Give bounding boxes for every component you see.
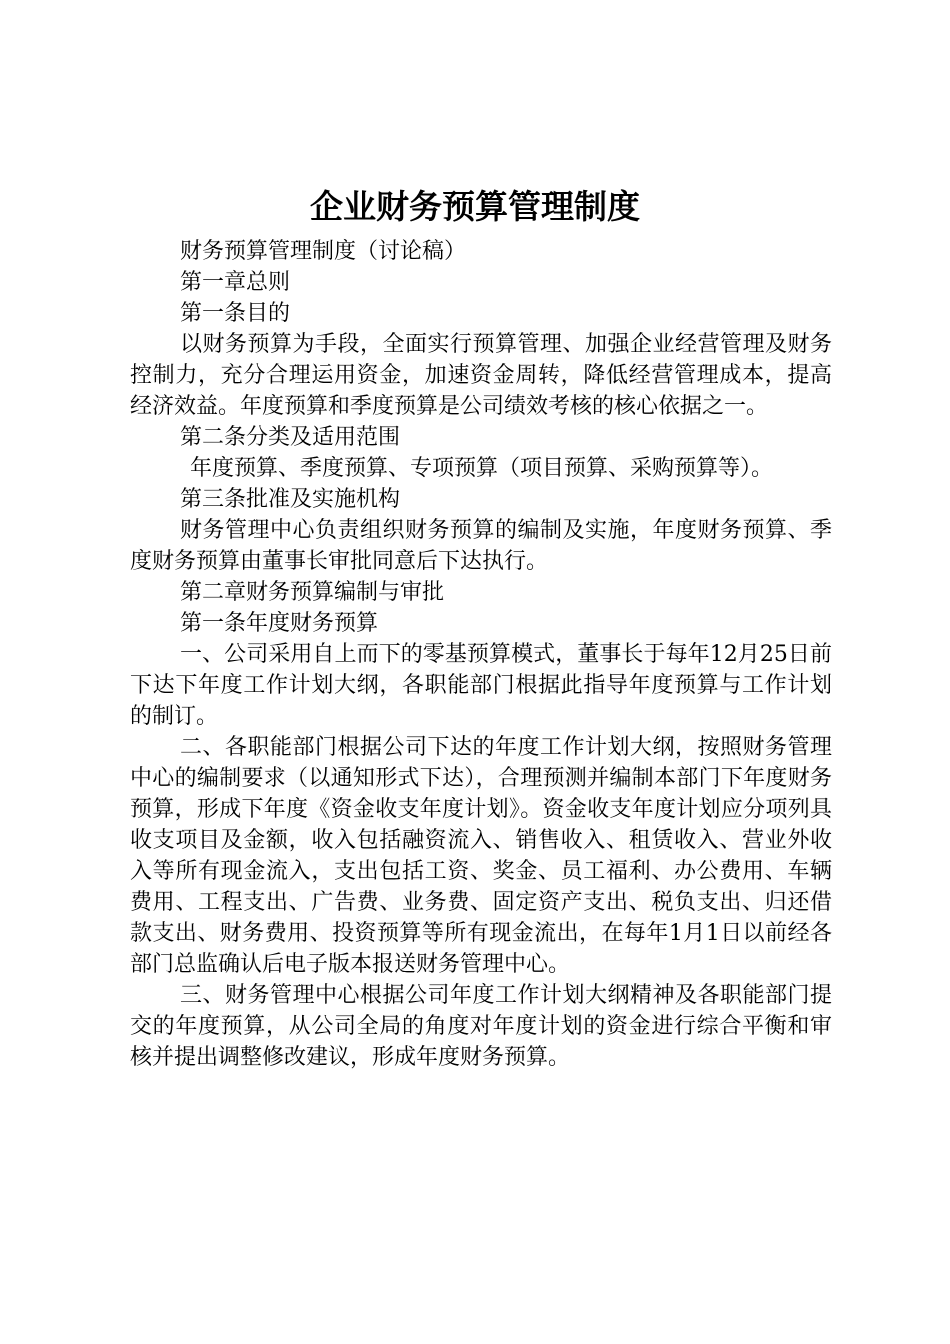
- document-body: [130, 236, 832, 1073]
- paragraph: 一、公司采用自上而下的零基预算模式，董事长于每年12月25日前下达下年度工作计划大纲，各职能部门根据此指导年度预算与工作计划的制订。: [130, 642, 832, 729]
- document-subtitle: 财务预算管理制度（讨论稿）: [180, 239, 467, 264]
- paragraph: 财务管理中心负责组织财务预算的编制及实施，年度财务预算、季度财务预算由董事长审批同意后下达执行。: [130, 518, 832, 574]
- article-heading: 第三条批准及实施机构: [180, 487, 401, 512]
- document-title: 企业财务预算管理制度: [310, 187, 640, 226]
- article-heading: 第一条年度财务预算: [180, 611, 379, 636]
- paragraph: 二、各职能部门根据公司下达的年度工作计划大纲，按照财务管理中心的编制要求（以通知形式下达），合理预测并编制本部门下年度财务预算，形成下年度《资金收支年度计划》。资金收支年度计划应分项列具收支项目及金额，收入包括融资流入、销售收入、租赁收入、营业外收入等所有现金流入，支出包括工资、奖金、员工福利、办公费用、车辆费用、工程支出、广告费、业务费、固定资产支出、税负支出、归还借款支出、财务费用、投资预算等所有现金流出，在每年1月1日以前经各部门总监确认后电子版本报送财务管理中心。: [130, 735, 832, 977]
- chapter-heading: 第二章财务预算编制与审批: [180, 580, 445, 605]
- paragraph: 年度预算、季度预算、专项预算（项目预算、采购预算等）。: [190, 456, 774, 481]
- article-heading: 第一条目的: [180, 301, 291, 326]
- paragraph: 三、财务管理中心根据公司年度工作计划大纲精神及各职能部门提交的年度预算，从公司全局的角度对年度计划的资金进行综合平衡和审核并提出调整修改建议，形成年度财务预算。: [130, 983, 832, 1070]
- article-heading: 第二条分类及适用范围: [180, 425, 401, 450]
- chapter-heading: 第一章总则: [180, 270, 291, 295]
- paragraph: 以财务预算为手段，全面实行预算管理、加强企业经营管理及财务控制力，充分合理运用资金，加速资金周转，降低经营管理成本，提高经济效益。年度预算和季度预算是公司绩效考核的核心依据之一。: [130, 332, 832, 419]
